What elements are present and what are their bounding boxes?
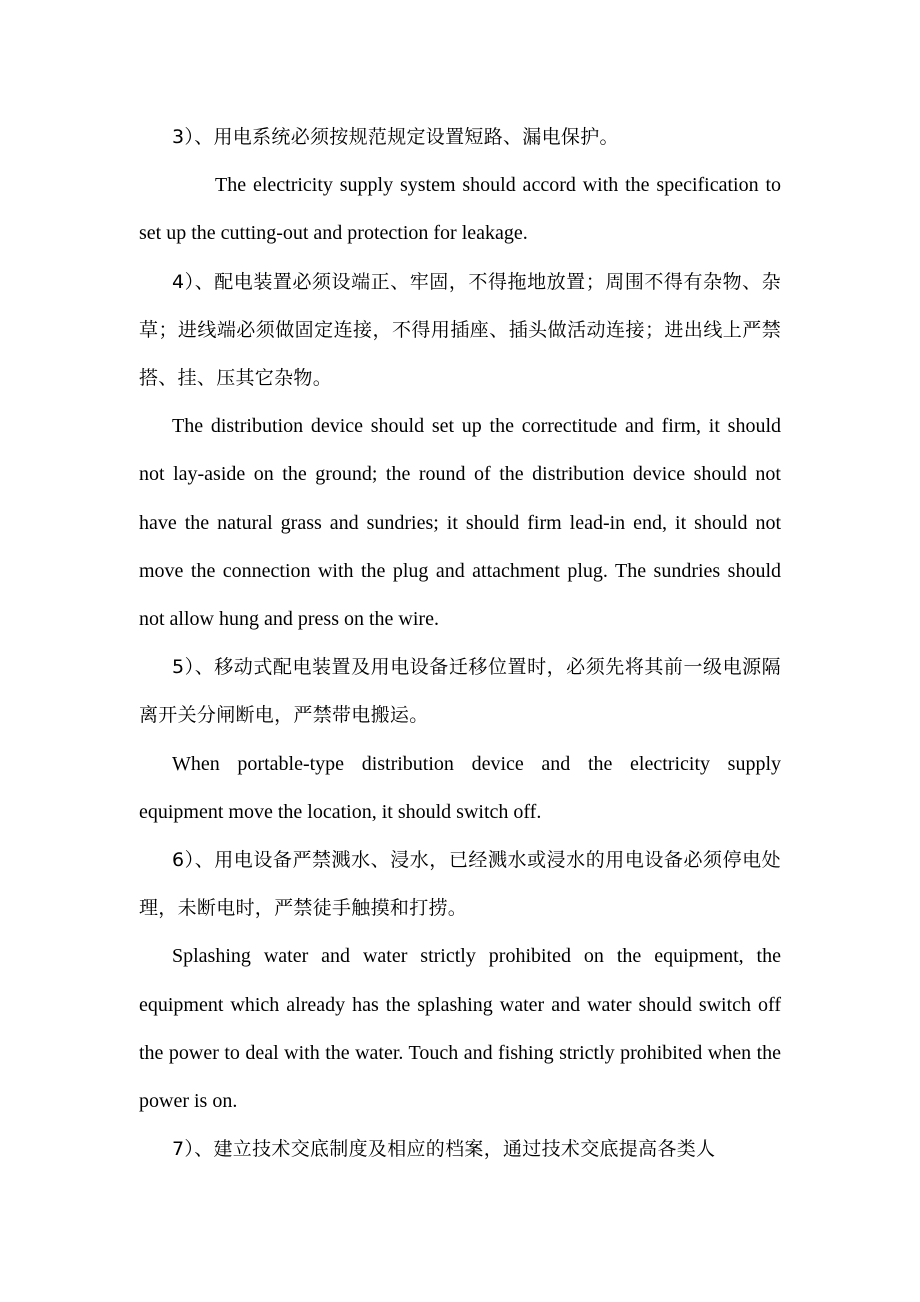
paragraph-item-3-english: The electricity supply system should accord with the specification to set up the cutting-out and protection for leakage.: [139, 174, 781, 245]
paragraph-item-4-english: The distribution device should set up the correctitude and firm, it should not lay-aside on the ground; the round of the distribution device should not have the natural grass and sundries; it should firm lead-in end, it should not move the connection with the plug and attachment plug. The sundries should not allow hung and press on the wire.: [139, 415, 781, 631]
paragraph-item-7-chinese: 7）、建立技术交底制度及相应的档案，通过技术交底提高各类人: [172, 1138, 716, 1161]
paragraph-item-5-english: When portable-type distribution device and the electricity supply equipment move the location, it should switch off.: [139, 752, 781, 823]
paragraph-item-6-english: Splashing water and water strictly prohibited on the equipment, the equipment which already has the splashing water and water should switch off the power to deal with the water. Touch and fishing strictly prohibited when the power is on.: [139, 945, 781, 1113]
paragraph-item-3-chinese: 3）、用电系统必须按规范规定设置短路、漏电保护。: [172, 126, 619, 148]
paragraph-item-5-chinese: 5）、移动式配电装置及用电设备迁移位置时，必须先将其前一级电源隔离开关分闸断电，严禁带电搬运。: [139, 656, 781, 727]
document-body: [139, 113, 781, 1173]
paragraph-item-6-chinese: 6）、用电设备严禁溅水、浸水，已经溅水或浸水的用电设备必须停电处理，未断电时，严禁徒手触摸和打捞。: [139, 849, 781, 920]
paragraph-item-4-chinese: 4）、配电装置必须设端正、牢固，不得拖地放置；周围不得有杂物、杂草；进线端必须做固定连接，不得用插座、插头做活动连接；进出线上严禁搭、挂、压其它杂物。: [139, 270, 781, 390]
